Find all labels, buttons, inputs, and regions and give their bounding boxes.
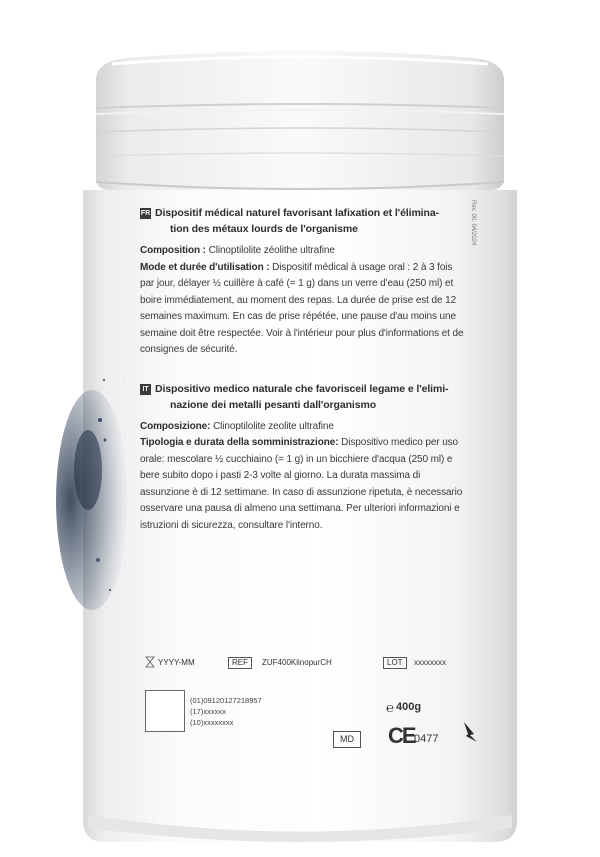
md-symbol: MD xyxy=(333,731,361,748)
serial-code: (17)xxxxxx xyxy=(190,707,226,716)
fr-composition-label: Composition : xyxy=(140,245,206,256)
ref-value: ZUF400KlinopurCH xyxy=(262,658,332,667)
lot-symbol: LOT xyxy=(383,657,407,669)
gtin-code: (01)09120127218957 xyxy=(190,696,262,705)
net-weight: 400g xyxy=(396,701,422,713)
fr-flag-badge: FR xyxy=(140,210,151,217)
it-flag-badge: IT xyxy=(140,384,151,395)
it-heading-1: Dispositivo medico naturale che favorisceil legame e l'elimi- xyxy=(155,382,449,395)
fr-heading-1: Dispositif médical naturel favorisant lafixation et l'élimina- xyxy=(155,207,439,219)
ce-notified-body: 0477 xyxy=(414,733,439,745)
fr-heading-2: tion des métaux lourds de l'organisme xyxy=(170,223,358,235)
jar-lid xyxy=(96,51,504,190)
udi-codes xyxy=(190,695,262,728)
it-heading-2: nazione dei metalli pesanti dall'organismo xyxy=(170,398,377,411)
it-composition-value: Clinoptilolite zeolite ultrafine xyxy=(213,420,334,432)
fr-usage-text: Dispositif médical à usage oral : 2 à 3 fois par jour, délayer ½ cuillère à café (= 1 g) dans un verre d'eau (250 ml) et boire immédiatement, au moment des repas. La durée de prise est de 12 semaines maximum. En cas de prise répétée, une pause d'au moins une semaine doit être respectée. Voir à l'intérieur pour plus d'informations et de consignes de sécurité. xyxy=(140,261,464,355)
it-section xyxy=(140,381,465,535)
it-usage-text: Dispositivo medico per uso orale: mescolare ½ cucchiaino (= 1 g) in un bicchiere d'acqua (250 ml) e bere subito dopo i pasti 2-3 volte al giorno. La durata massima di assunzione è di 12 settimane. In caso di assunzione ripetuta, è necessario osservare una pausa di almeno una settimana. Per ulteriori informazioni e istruzioni di sicurezza, consultare l'interno. xyxy=(140,437,463,531)
revision-text: Rev. 00, 04/2024 xyxy=(470,200,476,246)
expiry-date: YYYY-MM xyxy=(158,658,195,667)
fr-usage-label: Mode et durée d'utilisation : xyxy=(140,261,270,273)
batch-code: (10)xxxxxxxx xyxy=(190,718,234,727)
ref-symbol: REF xyxy=(228,657,252,669)
fr-section xyxy=(140,205,465,359)
lot-value: xxxxxxxx xyxy=(414,658,446,667)
estimated-sign-icon: ℮ xyxy=(386,700,394,715)
ce-mark: CE xyxy=(388,723,415,748)
it-usage-label: Tipologia e durata della somministrazione: xyxy=(140,437,339,448)
datamatrix-placeholder xyxy=(145,690,185,732)
it-composition-label: Composizione: xyxy=(140,420,211,432)
label-text xyxy=(140,205,465,534)
fr-composition-value: Clinoptilolite zéolithe ultrafine xyxy=(208,245,335,256)
